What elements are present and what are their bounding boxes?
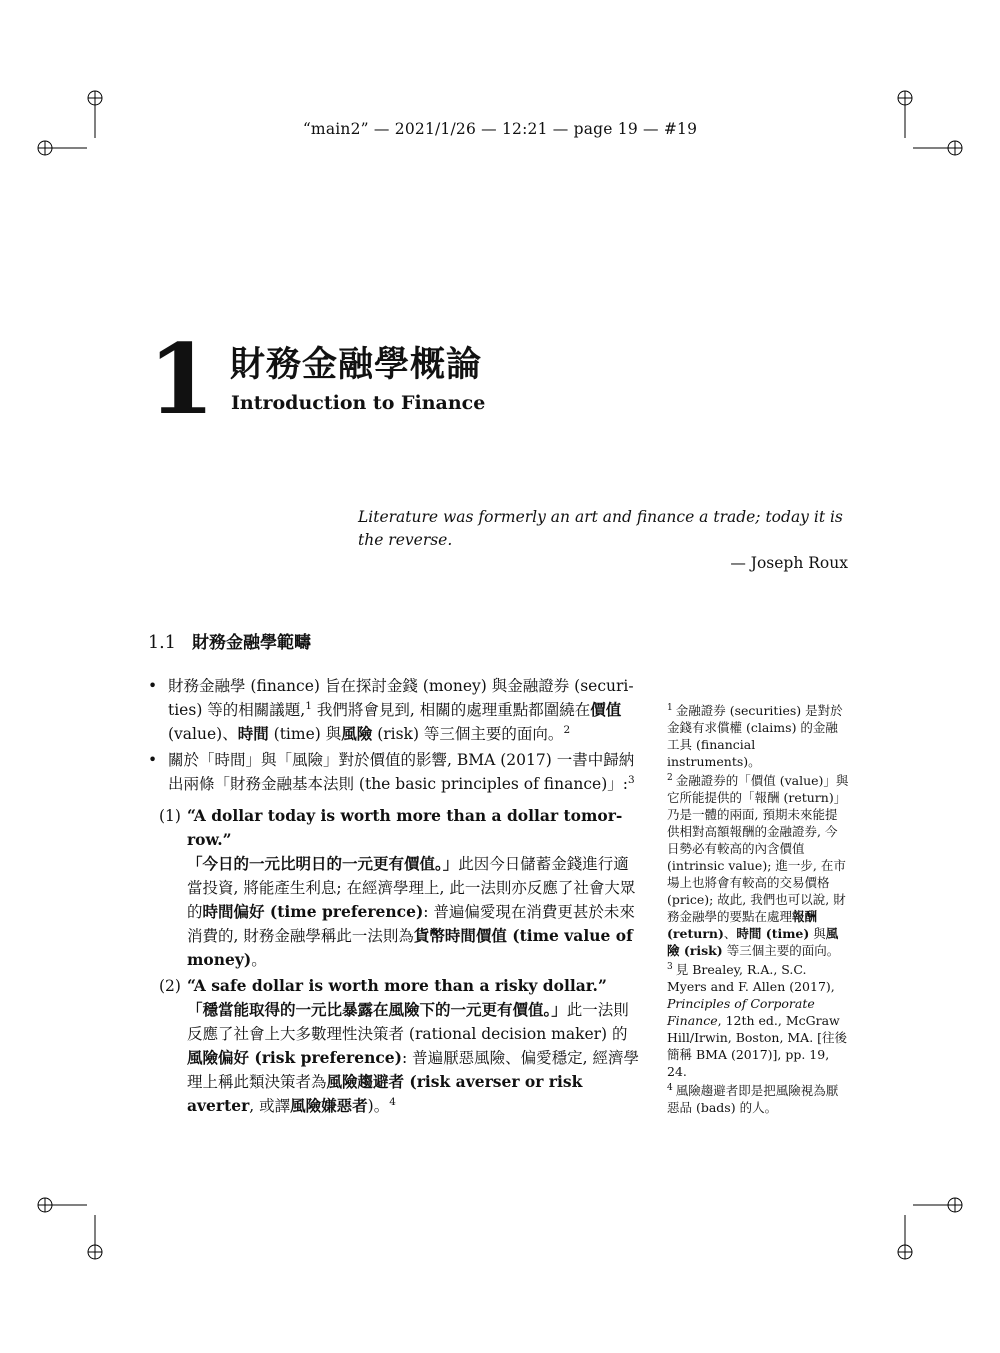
book-title: Principles of Corporate Finance xyxy=(667,996,815,1028)
text-span: 財務金融學 (finance) 旨在探討金錢 (money) 與金融證券 (securi-ties) 等的相關議題, xyxy=(168,677,634,719)
text-span: : 普遍厭惡風險、偏愛穩定, 經濟學理上稱此類決策者為 xyxy=(187,1049,639,1091)
text-span: : 普遍偏愛現在消費更甚於未來消費的, 財務金融學稱此一法則為 xyxy=(187,903,635,945)
bullet-item xyxy=(148,674,640,746)
footnote-number: 3 xyxy=(667,961,673,972)
section-number: 1.1 xyxy=(148,633,176,653)
section-heading xyxy=(148,628,311,653)
epigraph-line: the reverse. xyxy=(358,531,453,549)
keyword: 風險嫌惡者 xyxy=(290,1096,368,1115)
keyword: 時間偏好 (time preference) xyxy=(202,902,424,921)
chapter-subtitle: Introduction to Finance xyxy=(231,392,486,414)
epigraph-quote xyxy=(358,506,850,552)
footnote-number: 2 xyxy=(667,772,673,783)
principle-heading: “A safe dollar is worth more than a risky dollar.” xyxy=(187,976,607,995)
footnote xyxy=(667,961,849,1080)
principle-label: (2) xyxy=(159,977,181,995)
text-span: (value)、 xyxy=(168,725,238,743)
margin-footnotes xyxy=(667,702,849,1118)
footnote-text: 風險趨避者即是把風險視為厭惡品 (bads) 的人。 xyxy=(667,1083,839,1115)
bullet-item xyxy=(148,748,640,796)
keyword: 風險 (risk) xyxy=(667,926,839,958)
chapter-title: 財務金融學概論 xyxy=(230,345,483,385)
principle-body xyxy=(187,852,640,972)
keyword: 風險趨避者 (risk averser or risk averter xyxy=(187,1072,583,1115)
footnote-ref[interactable]: 1 xyxy=(305,699,312,712)
keyword: 風險偏好 (risk preference) xyxy=(187,1048,402,1067)
principle-label: (1) xyxy=(159,807,181,825)
footnote xyxy=(667,1082,849,1116)
footnote-number: 1 xyxy=(667,702,673,713)
text-span: (time) 與 xyxy=(268,725,342,743)
footnote-text: 、 xyxy=(723,926,737,941)
main-text xyxy=(148,674,640,1118)
footnote-ref[interactable]: 4 xyxy=(389,1095,396,1108)
bullet-dot: • xyxy=(148,751,158,769)
bullet-dot: • xyxy=(148,677,158,695)
principle-heading: “A dollar today is worth more than a dollar tomor-row.” xyxy=(187,806,623,849)
text-span: 我們將會見到, 相關的處理重點都圍繞在 xyxy=(311,701,591,719)
footnote xyxy=(667,772,849,959)
chapter-number: 1 xyxy=(148,323,215,436)
footnote-text: 與 xyxy=(809,926,826,941)
footnote-text: , 12th ed., McGraw Hill/Irwin, Boston, MA. [往後簡稱 BMA (2017)], pp. 19, 24. xyxy=(667,1013,848,1079)
footnote-text: 見 Brealey, R.A., S.C. Myers and F. Allen (2017), xyxy=(667,962,835,994)
footnote-ref[interactable]: 2 xyxy=(563,723,571,736)
footnote-number: 4 xyxy=(667,1082,673,1093)
running-header: “main2” — 2021/1/26 — 12:21 — page 19 — #19 xyxy=(302,120,698,138)
keyword: 報酬 (return) xyxy=(667,909,818,941)
principle-quote: 「今日的一元比明日的一元更有價值。」 xyxy=(187,854,459,873)
text-span: , 或譯 xyxy=(249,1097,291,1115)
principle-item xyxy=(148,804,640,972)
footnote-text: 金融證券的「價值 (value)」與它所能提供的「報酬 (return)」乃是一體的兩面, 預期未來能提供相對高額報酬的金融證券, 今日勢必有較高的內含價值 (intrinsic value); 進一步, 在市場上也將會有較高的交易價格 (price); 故此, 我們也可以說, 財務金融學的要點在處理 xyxy=(667,773,849,924)
crop-mark-bottom-right xyxy=(880,1190,970,1270)
text-span: (risk) 等三個主要的面向。 xyxy=(372,725,564,743)
footnote xyxy=(667,702,849,770)
text-span: 此一法則反應了社會上大多數理性決策者 (rational decision maker) 的 xyxy=(187,1001,629,1043)
section-title: 財務金融學範疇 xyxy=(192,633,311,653)
keyword: 價值 xyxy=(590,700,622,719)
keyword: 風險 xyxy=(341,724,373,743)
crop-mark-bottom-left xyxy=(30,1190,120,1270)
text-span: 此因今日儲蓄金錢進行適當投資, 將能產生利息; 在經濟學理上, 此一法則亦反應了社會大眾的 xyxy=(187,855,636,921)
text-span: 。 xyxy=(251,951,267,969)
epigraph-line: Literature was formerly an art and finance a trade; today it is xyxy=(358,508,843,526)
keyword: 貨幣時間價值 (time value of money) xyxy=(187,926,633,969)
footnote-text: 等三個主要的面向。 xyxy=(722,943,840,958)
footnote-text: 金融證券 (securities) 是對於金錢有求償權 (claims) 的金融工具 (financial instruments)。 xyxy=(667,703,843,769)
keyword: 時間 (time) xyxy=(736,926,810,941)
principle-item xyxy=(148,974,640,1118)
principle-body xyxy=(187,998,640,1118)
keyword: 時間 xyxy=(237,724,269,743)
text-span: )。 xyxy=(367,1097,390,1115)
footnote-ref[interactable]: 3 xyxy=(627,773,635,786)
principle-quote: 「穩當能取得的一元比暴露在風險下的一元更有價值。」 xyxy=(187,1000,567,1019)
epigraph-author: — Joseph Roux xyxy=(730,554,848,572)
text-span: 關於「時間」與「風險」對於價值的影響, BMA (2017) 一書中歸納出兩條「財務金融基本法則 (the basic principles of finance)」: xyxy=(168,751,635,793)
